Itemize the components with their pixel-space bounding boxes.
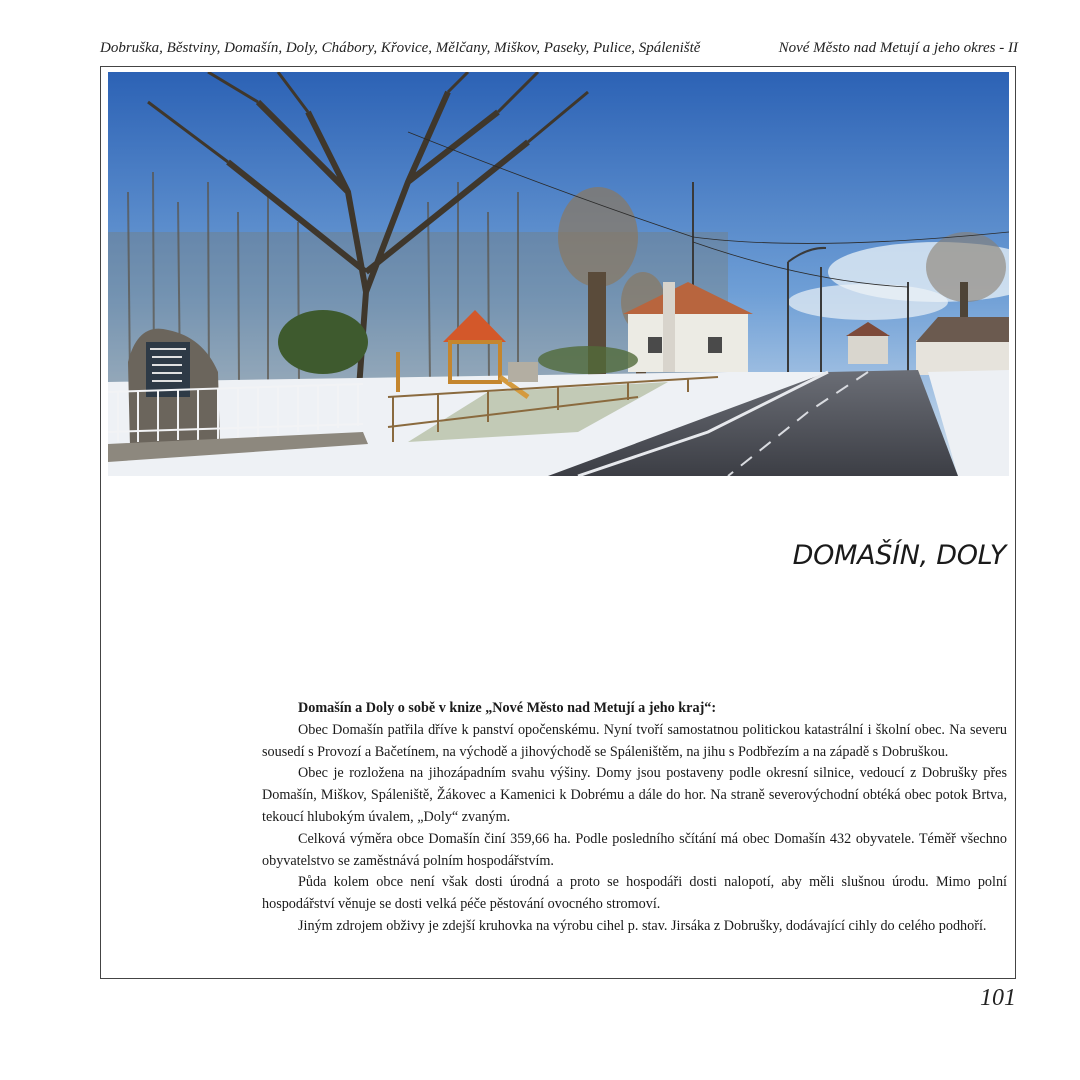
article-body (262, 698, 1007, 938)
cloud (788, 284, 948, 320)
small-shed (508, 362, 538, 382)
village-street-photo (108, 72, 1009, 476)
paragraph: Obec je rozložena na jihozápadním svahu výšiny. Domy jsou postaveny podle okresní silnice, vedoucí z Dobrušky přes Domašín, Miškov, Spáleniště, Žákovec a Kamenici k Dobrému a dále do hor. Na straně severovýchodní obtéká obec potok Brtva, tekoucí hlubokým úvalem, „Doly“ zvaným. (262, 765, 1007, 825)
running-head-right: Nové Město nad Metují a jeho okres - II (778, 40, 1018, 56)
hedge (538, 346, 638, 374)
paragraph: Celková výměra obce Domašín činí 359,66 ha. Podle posledního sčítání má obec Domašín 432 obyvatele. Téměř všechno obyvatelstvo se zaměstnává polním hospodářstvím. (262, 830, 1007, 869)
statue-column (663, 282, 675, 372)
paragraph: Jiným zdrojem obživy je zdejší kruhovka na výrobu cihel p. stav. Jirsáka z Dobrušky, dodávající cihly do celého podhoří. (298, 917, 987, 934)
running-head-left: Dobruška, Běstviny, Domašín, Doly, Chábory, Křovice, Mělčany, Miškov, Paseky, Pulice, Spáleniště (100, 40, 701, 56)
running-head (100, 40, 1018, 60)
page-title: DOMAŠÍN, DOLY (792, 540, 1006, 571)
page-number: 101 (980, 985, 1016, 1011)
paragraph: Půda kolem obce není však dosti úrodná a proto se hospodáři dosti nalopotí, aby měli slušnou úrodu. Mimo polní hospodářství věnuje se dosti velká péče pěstování ovocného stromoví. (262, 874, 1007, 913)
hedge (278, 310, 368, 374)
paragraph: Obec Domašín patřila dříve k panství opočenskému. Nyní tvoří samostatnou politickou katastrální i školní obec. Na severu sousedí s Provozí a Bačetínem, na východě a jihovýchodě se Spáleništěm, na jihu s Podbřezím a na západě s Dobruškou. (262, 721, 1007, 760)
article-heading: Domašín a Doly o sobě v knize „Nové Město nad Metují a jeho kraj“: (298, 700, 717, 716)
